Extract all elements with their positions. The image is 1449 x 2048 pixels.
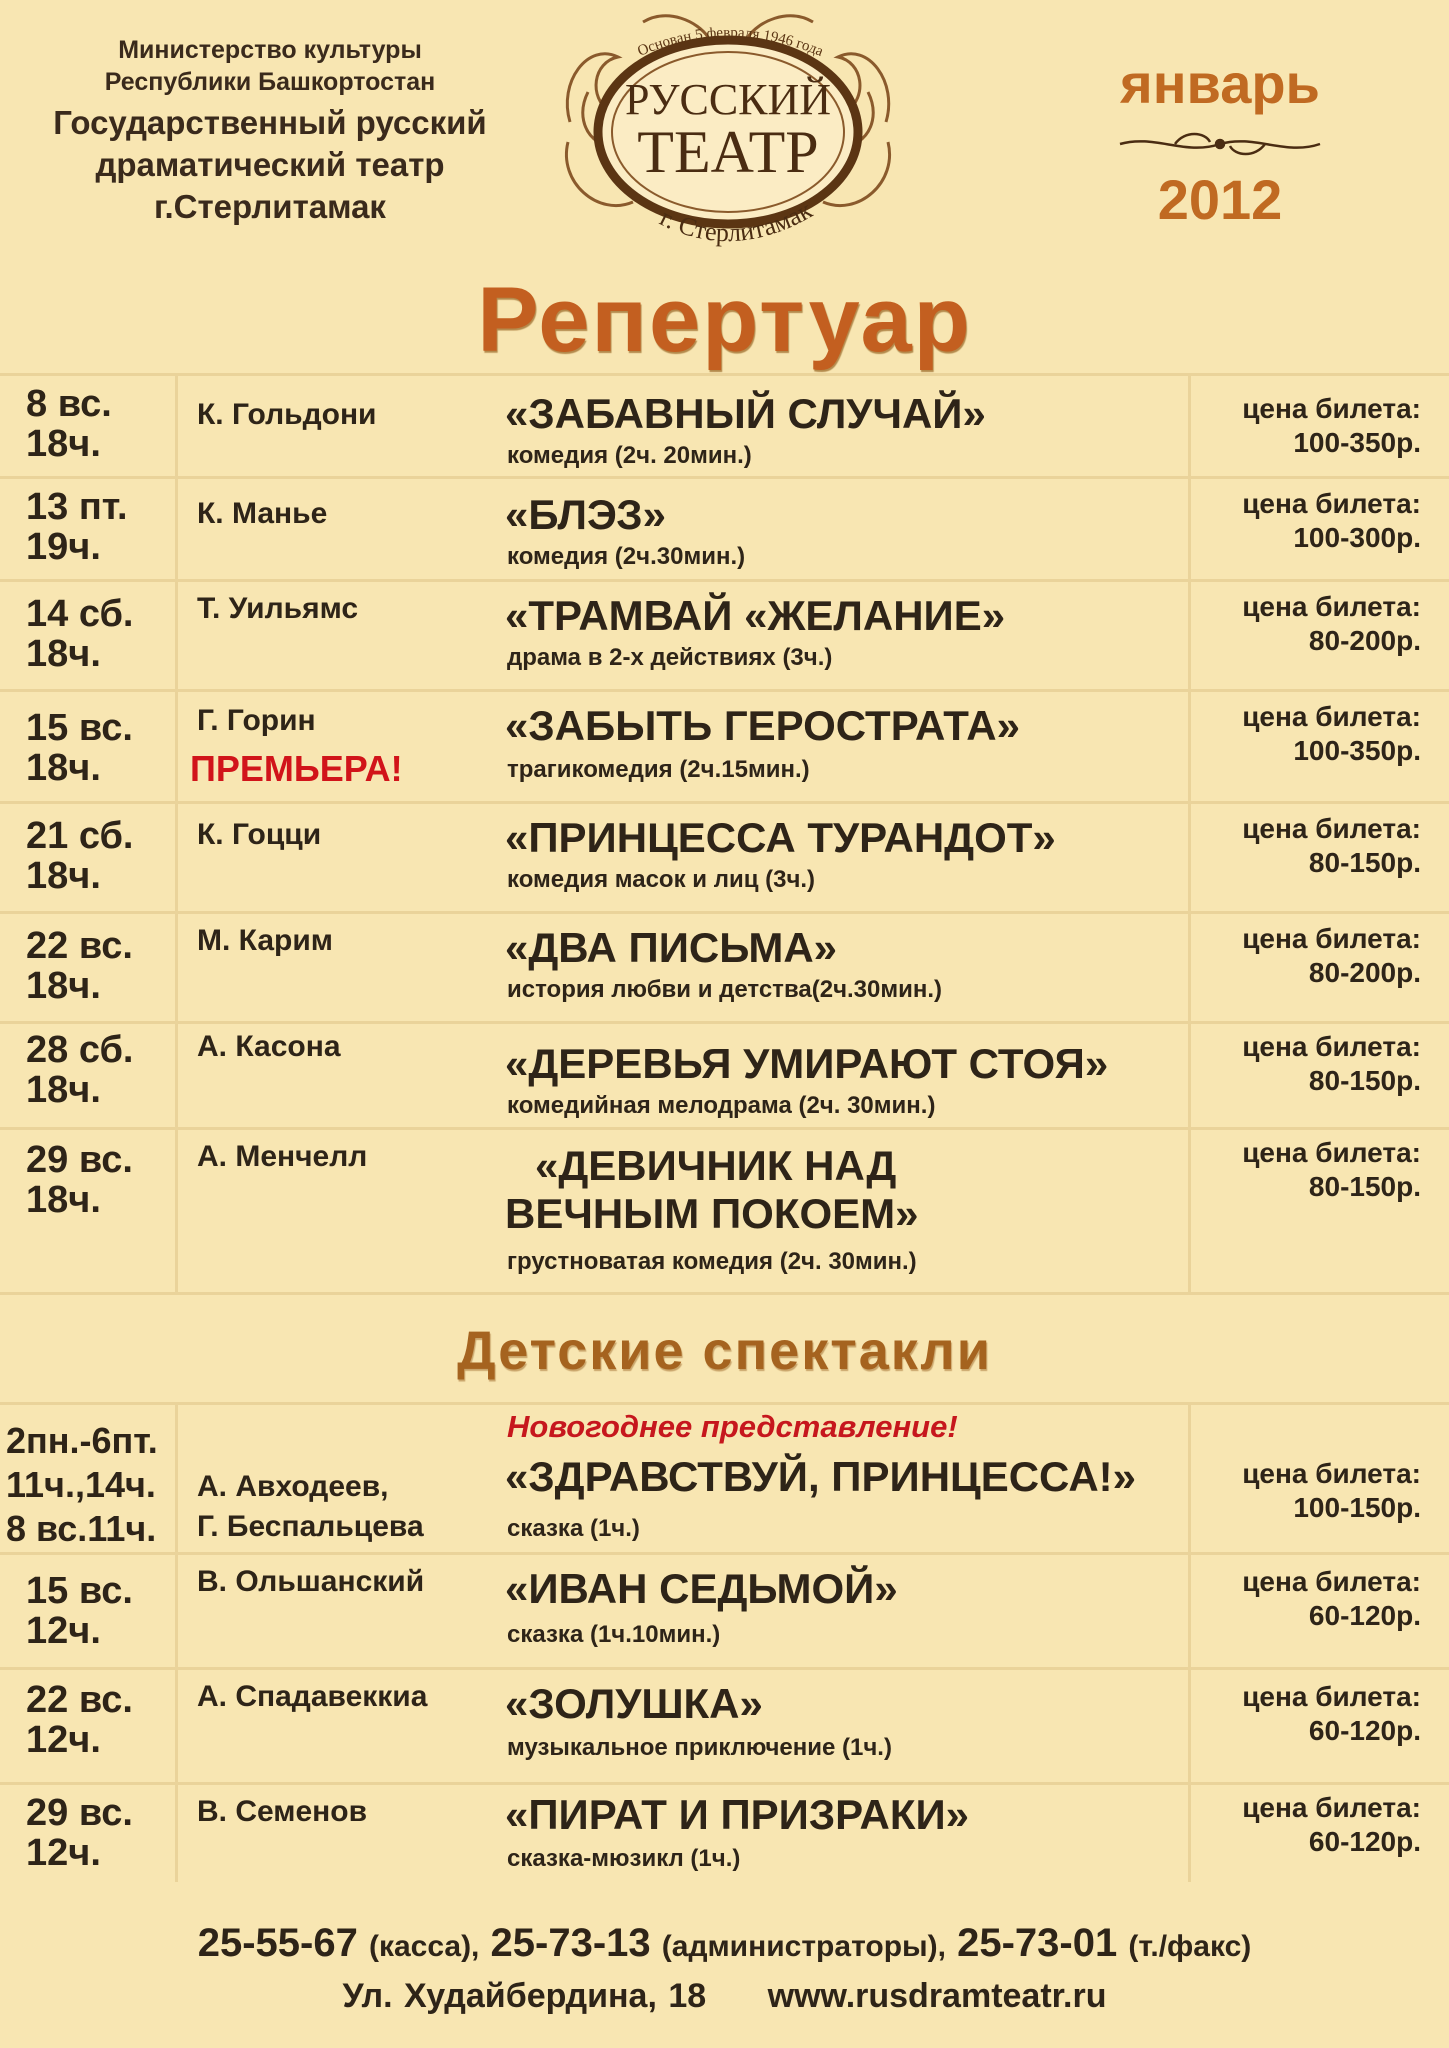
- show-author: А. Спадавеккиа: [197, 1680, 428, 1713]
- phone-fax: 25-73-01: [957, 1921, 1118, 1965]
- show-date: 13 пт. 19ч.: [26, 486, 128, 568]
- table-row: [0, 1667, 1449, 1782]
- show-title: «ЗОЛУШКА»: [505, 1680, 763, 1727]
- show-title: «ЗДРАВСТВУЙ, ПРИНЦЕССА!»: [505, 1453, 1137, 1500]
- logo-city-text: г. Стерлитамак: [655, 195, 817, 248]
- show-title: «ЗАБЫТЬ ГЕРОСТРАТА»: [505, 702, 1020, 749]
- table-row: [0, 1782, 1449, 1882]
- show-date: 29 вс. 12ч.: [26, 1792, 133, 1874]
- show-genre: трагикомедия (2ч.15мин.): [507, 756, 810, 783]
- show-price: цена билета: 80-150р.: [1242, 1137, 1421, 1202]
- month-block: [1060, 52, 1380, 232]
- phone-line: [0, 1918, 1449, 1972]
- org-line-5: г.Стерлитамак: [154, 188, 386, 225]
- org-line-4: драматический театр: [95, 146, 445, 183]
- kids-table: [0, 1402, 1449, 1882]
- show-price: цена билета: 100-350р.: [1242, 393, 1421, 458]
- show-author: Т. Уильямс: [197, 592, 359, 625]
- show-price: цена билета: 100-350р.: [1242, 701, 1421, 766]
- repertoire-table: [0, 373, 1449, 1295]
- show-date: 14 сб. 18ч.: [26, 593, 134, 675]
- table-row: [0, 1127, 1449, 1295]
- table-row: [0, 911, 1449, 1021]
- show-title: «ТРАМВАЙ «ЖЕЛАНИЕ»: [505, 592, 1006, 639]
- address-line: [0, 1972, 1449, 2020]
- show-title: «ПИРАТ И ПРИЗРАКИ»: [505, 1791, 970, 1838]
- website-link[interactable]: www.rusdramteatr.ru: [767, 1977, 1107, 2015]
- street-address: Ул. Худайбердина, 18: [342, 1977, 707, 2015]
- show-price: цена билета: 80-200р.: [1242, 923, 1421, 988]
- show-date: 15 вс. 18ч.: [26, 707, 133, 789]
- show-author: А. Менчелл: [197, 1140, 368, 1173]
- show-price: цена билета: 80-200р.: [1242, 591, 1421, 656]
- repertoire-title: Репертуар: [477, 269, 972, 371]
- premiere-badge: ПРЕМЬЕРА!: [190, 748, 403, 789]
- logo-title-line2: ТЕАТР: [637, 119, 819, 185]
- table-row: [0, 1552, 1449, 1667]
- table-row: [0, 1021, 1449, 1127]
- show-price: цена билета: 60-120р.: [1242, 1681, 1421, 1746]
- show-genre: сказка (1ч.): [507, 1515, 640, 1542]
- phone-admin-label: (администраторы),: [661, 1930, 946, 1963]
- phone-fax-label: (т./факс): [1128, 1930, 1252, 1963]
- org-line-3: Государственный русский: [53, 104, 487, 141]
- show-price: цена билета: 100-150р.: [1242, 1458, 1421, 1523]
- table-row: [0, 476, 1449, 579]
- phone-cashier-label: (касса),: [368, 1930, 480, 1963]
- show-price: цена билета: 60-120р.: [1242, 1566, 1421, 1631]
- show-title: «БЛЭЗ»: [505, 491, 666, 538]
- show-genre: история любви и детства(2ч.30мин.): [507, 976, 943, 1003]
- phone-cashier: 25-55-67: [197, 1921, 358, 1965]
- show-genre: грустноватая комедия (2ч. 30мин.): [507, 1248, 917, 1275]
- show-title-line2: ВЕЧНЫМ ПОКОЕМ»: [505, 1190, 919, 1237]
- table-row: [0, 1402, 1449, 1552]
- table-row: [0, 373, 1449, 476]
- show-genre: сказка-мюзикл (1ч.): [507, 1845, 741, 1872]
- show-title: «ИВАН СЕДЬМОЙ»: [505, 1565, 898, 1612]
- show-author: В. Семенов: [197, 1795, 368, 1828]
- show-author: М. Карим: [197, 924, 333, 957]
- show-date: 2пн.-6пт. 11ч.,14ч. 8 вс.11ч.: [6, 1420, 158, 1549]
- show-date: 28 сб. 18ч.: [26, 1029, 134, 1111]
- new-year-note: Новогоднее представление!: [507, 1409, 958, 1444]
- show-price: цена билета: 100-300р.: [1242, 488, 1421, 553]
- show-price: цена билета: 80-150р.: [1242, 813, 1421, 878]
- logo-title-line1: РУССКИЙ: [624, 75, 832, 124]
- show-author: Г. Горин: [197, 704, 316, 737]
- show-author: В. Ольшанский: [197, 1565, 425, 1598]
- phone-admin: 25-73-13: [490, 1921, 651, 1965]
- show-title: «ДЕРЕВЬЯ УМИРАЮТ СТОЯ»: [505, 1040, 1109, 1087]
- logo-founded-text: Основан 5 февраля 1946 года: [635, 24, 826, 60]
- show-title: «ДЕВИЧНИК НАД: [535, 1142, 897, 1189]
- show-author: А. Авходеев, Г. Беспальцева: [197, 1470, 424, 1543]
- show-date: 8 вс. 18ч.: [26, 383, 112, 465]
- show-genre: сказка (1ч.10мин.): [507, 1621, 721, 1648]
- show-genre: драма в 2-х действиях (3ч.): [507, 644, 833, 671]
- show-genre: комедия (2ч.30мин.): [507, 543, 746, 570]
- show-title: «ЗАБАВНЫЙ СЛУЧАЙ»: [505, 390, 986, 437]
- show-date: 21 сб. 18ч.: [26, 815, 134, 897]
- show-genre: комедия масок и лиц (3ч.): [507, 866, 816, 893]
- show-genre: музыкальное приключение (1ч.): [507, 1734, 892, 1761]
- show-author: К. Гольдони: [197, 398, 377, 431]
- show-title: «ДВА ПИСЬМА»: [505, 924, 838, 971]
- show-author: А. Касона: [197, 1030, 341, 1063]
- organization-block: [0, 34, 540, 228]
- org-line-1: Министерство культуры: [118, 36, 422, 64]
- footer-contacts: [0, 1918, 1449, 2020]
- table-row: [0, 801, 1449, 911]
- show-author: К. Гоцци: [197, 818, 322, 851]
- show-date: 22 вс. 12ч.: [26, 1679, 133, 1761]
- show-author: К. Манье: [197, 497, 328, 530]
- show-date: 15 вс. 12ч.: [26, 1570, 133, 1652]
- kids-shows-title: Детские спектакли: [457, 1321, 992, 1381]
- show-date: 22 вс. 18ч.: [26, 925, 133, 1007]
- show-title: «ПРИНЦЕССА ТУРАНДОТ»: [505, 814, 1056, 861]
- month-label: январь: [1120, 52, 1320, 115]
- flourish-ornament: [1115, 126, 1325, 162]
- theatre-logo: [548, 2, 908, 252]
- show-date: 29 вс. 18ч.: [26, 1139, 133, 1221]
- table-row: [0, 579, 1449, 689]
- show-genre: комедия (2ч. 20мин.): [507, 442, 752, 469]
- org-line-2: Республики Башкортостан: [104, 68, 436, 96]
- show-price: цена билета: 80-150р.: [1242, 1031, 1421, 1096]
- show-price: цена билета: 60-120р.: [1242, 1792, 1421, 1857]
- table-row: [0, 689, 1449, 801]
- show-genre: комедийная мелодрама (2ч. 30мин.): [507, 1092, 936, 1119]
- year-label: 2012: [1157, 168, 1283, 231]
